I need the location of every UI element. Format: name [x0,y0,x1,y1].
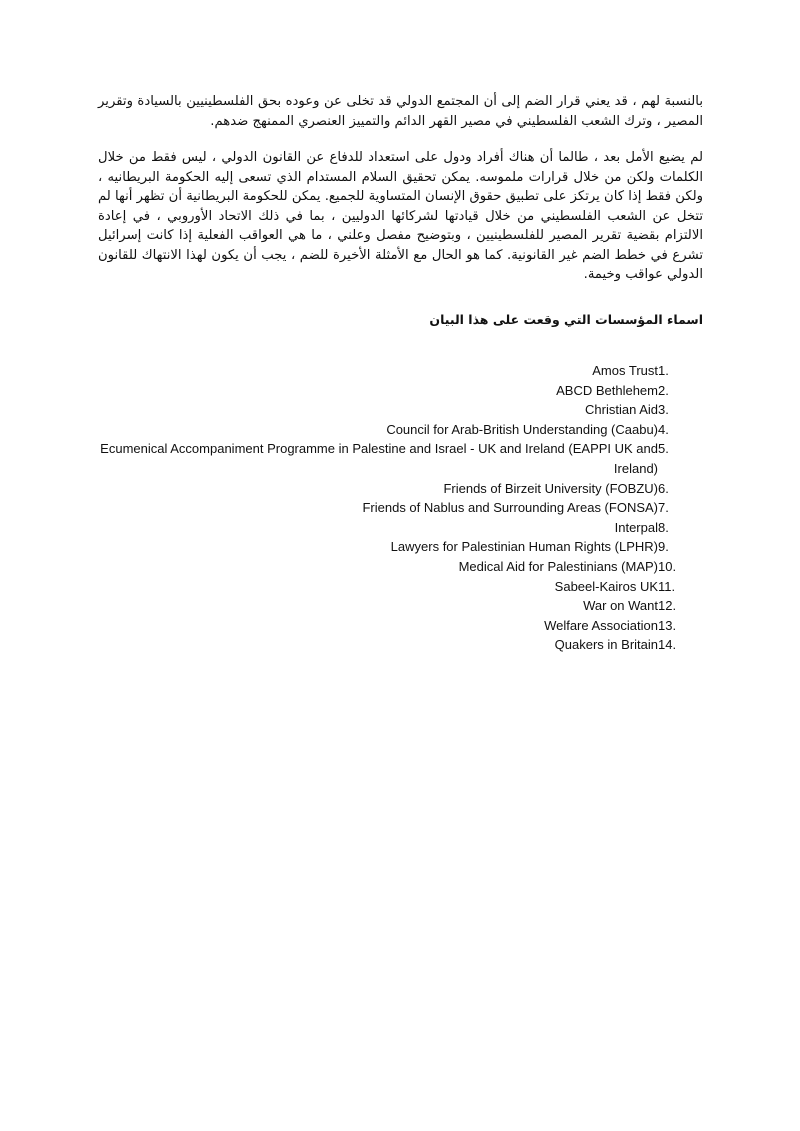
list-item-number: 10. [658,558,677,574]
list-item [90,361,710,381]
list-item-name: Interpal [614,519,658,535]
list-item-name: Ecumenical Accompaniment Programme in Palestine and Israel - UK and Ireland (EAPPI UK and Ireland) [100,441,658,476]
paragraph-2: لم يضيع الأمل بعد ، طالما أن هناك أفراد ودول على استعداد للدفاع عن القانون الدولي ، ليس فقط من خلال الكلمات ولكن من خلال قرارات ملموسه. يمكن تحقيق السلام المستدام الذي تسعى إليه الحكومة البريطانيه ، ولكن فقط إذا كان يرتكز على تطبيق حقوق الإنسان المتساوية للجميع. يمكن للحكومة البريطانية أن تظهر أنها لم تتخل عن الشعب الفلسطيني من خلال قيادتها لشركائها الدوليين ، بما في ذلك الاتحاد الأوروبي ، في إعادة الالتزام بقضية تقرير المصير للفلسطينيين ، وبتوضيح مفصل وعلني ، ما هي العواقب الفعلية إذا كانت إسرائيل تشرع في خطط الضم غير القانونية. كما هو الحال مع الأمثلة الأخيرة للضم ، يجب أن يكون لهذا الانتهاك للقانون الدولي عواقب وخيمة. [98,150,703,282]
list-item-number: 7. [658,500,669,516]
list-item [90,479,710,499]
list-item [90,635,710,655]
list-item [90,400,710,420]
list-item-number: 6. [658,480,669,496]
list-item [90,381,710,401]
list-item-number: 8. [658,519,669,535]
list-item-name: Quakers in Britain [554,637,658,653]
list-item-name: Council for Arab-British Understanding (Caabu) [386,421,658,437]
list-item-number: 14. [658,637,677,653]
list-item-number: 9. [658,539,669,555]
list-item-number: 13. [658,617,677,633]
list-item-name: War on Want [583,598,658,614]
list-item-number: 12. [658,598,677,614]
list-item [90,616,710,636]
signatories-heading: اسماء المؤسسات التي وقعت على هذا البيان [429,312,703,327]
list-item-number: 5. [658,441,669,457]
list-item [90,439,710,478]
list-item-name: ABCD Bethlehem [556,382,658,398]
list-item [90,498,710,518]
signatories-list [90,361,710,655]
list-item-name: Christian Aid [585,402,658,418]
list-item [90,537,710,557]
list-item-number: 2. [658,382,669,398]
list-item [90,518,710,538]
list-item [90,596,710,616]
list-item-name: Amos Trust [592,363,658,378]
list-item [90,557,710,577]
list-item-number: 3. [658,402,669,418]
list-item-name: Lawyers for Palestinian Human Rights (LPHR) [390,539,658,555]
list-item-number: 4. [658,421,669,437]
list-item-name: Medical Aid for Palestinians (MAP) [458,558,658,574]
list-item [90,577,710,597]
list-item-name: Friends of Nablus and Surrounding Areas (FONSA) [362,500,658,516]
list-item-name: Sabeel-Kairos UK [554,578,658,594]
list-item-name: Welfare Association [544,617,658,633]
paragraph-1: بالنسبة لهم ، قد يعني قرار الضم إلى أن المجتمع الدولي قد تخلى عن وعوده بحق الفلسطينيين بالسيادة وتقرير المصير ، وترك الشعب الفلسطيني في مصير القهر الدائم والتمييز العنصري الممنهج ضدهم. [98,94,703,129]
list-item-number: 1. [658,363,669,378]
list-item [90,420,710,440]
list-item-number: 11. [658,578,676,594]
list-item-name: Friends of Birzeit University (FOBZU) [443,480,658,496]
